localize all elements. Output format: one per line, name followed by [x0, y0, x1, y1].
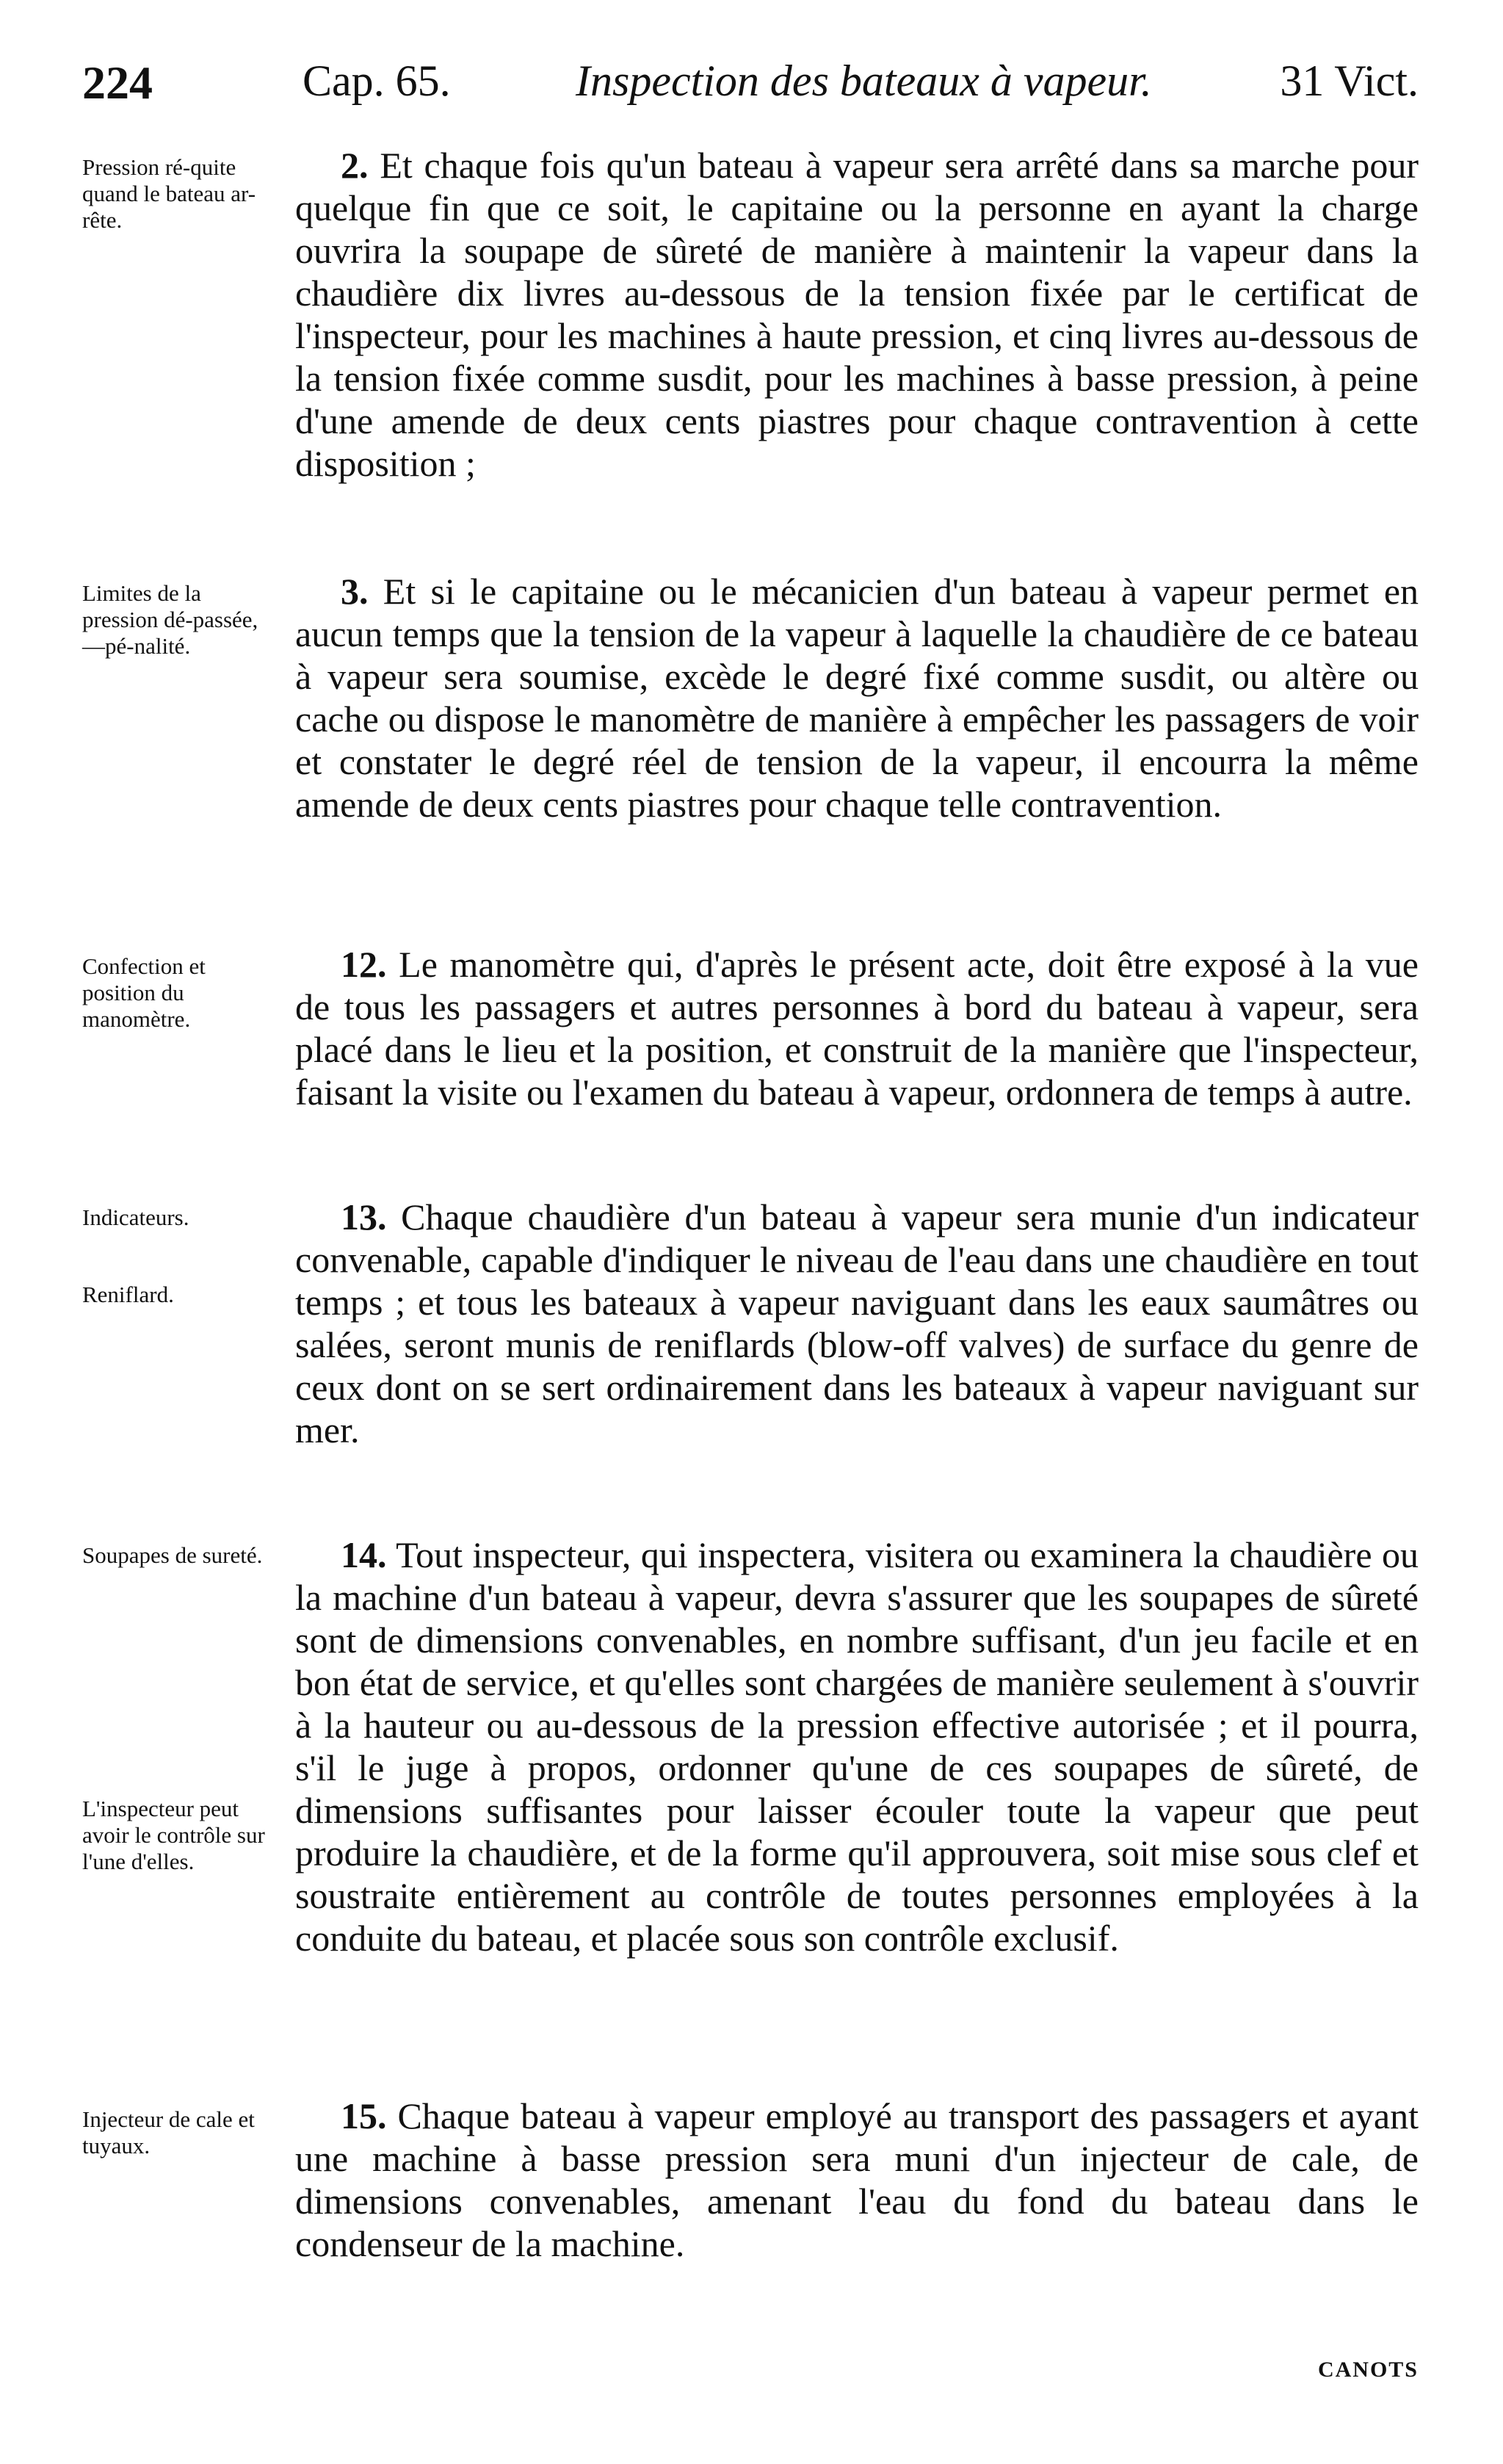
running-title: Inspection des bateaux à vapeur. — [576, 57, 1152, 105]
section-text: Chaque chaudière d'un bateau à vapeur sera munie d'un indicateur convenable, capable d'indiquer le niveau de l'eau dans une chaudière en tout temps ; et tous les bateaux à vapeur naviguant dans les eaux saumâtres ou salées, seront munis de reniflards (blow-off valves) de surface du genre de ceux dont on se sert ordinairement dans les bateaux à vapeur naviguant sur mer. — [295, 1196, 1419, 1450]
section-paragraph — [295, 570, 1419, 825]
margin-note: Indicateurs. — [82, 1204, 189, 1230]
section-paragraph — [295, 144, 1419, 485]
margin-note: Soupapes de sureté. — [82, 1542, 263, 1568]
section-paragraph — [295, 2095, 1419, 2265]
regnal-year: 31 Vict. — [1280, 57, 1419, 105]
margin-note: Reniflard. — [82, 1282, 174, 1307]
catchword: CANOTS — [1317, 2358, 1419, 2382]
section-text: Chaque bateau à vapeur employé au transport des passagers et ayant une machine à basse pression sera muni d'un injecteur de cale, de dimensions convenables, amenant l'eau du fond du bateau dans le condenseur de la machine. — [295, 2095, 1419, 2264]
margin-note: L'inspecteur peut avoir le contrôle sur l'une d'elles. — [82, 1796, 265, 1874]
margin-note: Confection et position du manomètre. — [82, 953, 206, 1032]
page-number: 224 — [82, 57, 153, 109]
section-text: Le manomètre qui, d'après le présent acte, doit être exposé à la vue de tous les passagers et autres personnes à bord du bateau à vapeur, sera placé dans le lieu et la position, et construit de la manière que l'inspecteur, faisant la visite ou l'examen du bateau à vapeur, ordonnera de temps à autre. — [295, 944, 1419, 1113]
section-number: 12. — [341, 944, 387, 985]
margin-note: Injecteur de cale et tuyaux. — [82, 2106, 255, 2158]
section-paragraph — [295, 1196, 1419, 1451]
chapter-label: Cap. 65. — [303, 57, 451, 105]
section-paragraph — [295, 943, 1419, 1113]
section-paragraph — [295, 1533, 1419, 1959]
section-number: 2. — [341, 145, 369, 186]
section-number: 14. — [341, 1534, 387, 1575]
section-text: Et si le capitaine ou le mécanicien d'un bateau à vapeur permet en aucun temps que la tension de la vapeur à laquelle la chaudière de ce bateau à vapeur sera soumise, excède le degré fixé comme susdit, ou altère ou cache ou dispose le manomètre de manière à empêcher les passagers de voir et constater le degré réel de tension de la vapeur, il encourra la même amende de deux cents piastres pour chaque telle contravention. — [295, 571, 1419, 825]
section-text: Et chaque fois qu'un bateau à vapeur sera arrêté dans sa marche pour quelque fin que ce soit, le capitaine ou la personne en ayant la charge ouvrira la soupape de sûreté de manière à maintenir la vapeur dans la chaudière dix livres au-dessous de la tension fixée par le certificat de l'inspecteur, pour les machines à haute pression, et cinq livres au-dessous de la tension fixée comme susdit, pour les machines à basse pression, à peine d'une amende de deux cents piastres pour chaque contravention à cette disposition ; — [295, 145, 1419, 484]
section-number: 3. — [341, 571, 369, 612]
section-number: 13. — [341, 1196, 387, 1238]
running-header — [82, 56, 1419, 122]
margin-note: Limites de la pression dé-passée,—pé-nalité. — [82, 580, 258, 659]
margin-note: Pression ré-quite quand le bateau ar-rête. — [82, 154, 256, 233]
section-number: 15. — [341, 2095, 387, 2136]
section-text: Tout inspecteur, qui inspectera, visitera ou examinera la chaudière ou la machine d'un bateau à vapeur, devra s'assurer que les soupapes de sûreté sont de dimensions convenables, en nombre suffisant, d'un jeu facile et en bon état de service, et qu'elles sont chargées de manière seulement à s'ouvrir à la hauteur ou au-dessous de la pression effective autorisée ; et il pourra, s'il le juge à propos, ordonner qu'une de ces soupapes de sûreté, de dimensions suffisantes pour laisser écouler toute la vapeur que peut produire la chaudière, et de la forme qu'il approuvera, soit mise sous clef et soustraite entièrement au contrôle de toutes personnes employées à la conduite du bateau, et placée sous son contrôle exclusif. — [295, 1534, 1419, 1959]
